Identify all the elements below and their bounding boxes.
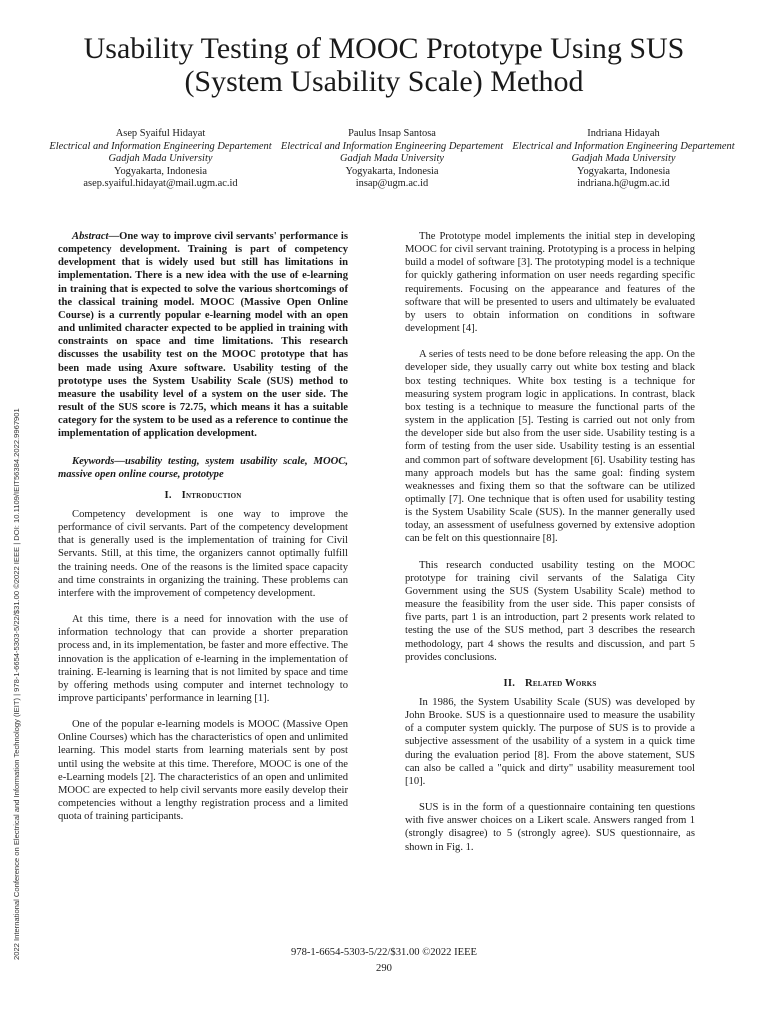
page-footer — [0, 945, 768, 977]
author-name: Indriana Hidayah — [587, 128, 660, 139]
section-heading-introduction — [58, 489, 348, 502]
abstract-body: —One way to improve civil servants' performance is competency development. Training is part of competency development that is widely used but still has limitations in implementation. There is a new idea with the use of e-learning in training that is expected to solve the various shortcomings of the classical training model. MOOC (Massive Open Online Course) is a currently popular e-learning model with an open and unlimited character expected to be applied in training with constraints on space and time limitations. This research discusses the usability test on the MOOC prototype that has been made using Axure software. Usability testing of the prototype uses the System Usability Scale (SUS) method to measure the usability level of a system on the user side. The result of the SUS score is 72.75, which means it has a suitable category for the system to be used as a reference to continue the implementation of application development. — [58, 231, 348, 440]
abstract — [58, 230, 348, 441]
author-city: Yogyakarta, Indonesia — [576, 165, 671, 177]
section-number: I. — [164, 489, 172, 501]
section-title: Related Works — [525, 677, 597, 689]
body-paragraph: This research conducted usability testing on the MOOC prototype for training civil servants of the Salatiga City Government using the SUS (System Usability Scale) method to measure the feasibility from the user side. This paper consists of five parts, part 1 is an introduction, part 2 presents work related to testing the use of the SUS method, part 3 describes the research methodology, part 4 shows the results and discussion, and part 5 provides conclusions. — [405, 559, 695, 663]
author-3 — [511, 128, 736, 191]
author-name: Asep Syaiful Hidayat — [115, 128, 206, 139]
author-1 — [48, 128, 273, 191]
author-email: indriana.h@ugm.ac.id — [577, 178, 670, 190]
body-paragraph: The Prototype model implements the initial step in developing MOOC for civil servant training. Prototyping is a process in helping build a model of software [3]. The prototyping model is a technique for quickly gathering information on user needs regarding specific requirements. Focusing on the appearance and features of the software that will be presented to users and ultimately be evaluated by users to obtain information on conditions in software development [4]. — [405, 231, 695, 335]
footer-isbn: 978-1-6654-5303-5/22/$31.00 ©2022 IEEE — [290, 947, 478, 958]
title-line-1: Usability Testing of MOOC Prototype Using SUS — [83, 32, 685, 65]
related-paragraph: SUS is in the form of a questionnaire containing ten questions with five answer choices on a Likert scale. Answers ranged from 1 (strongly disagree) to 5 (strongly agree). SUS questionnaire, as shown in Fig. 1. — [405, 802, 695, 853]
author-email: insap@ugm.ac.id — [355, 178, 429, 190]
conference-sidebar-text: 2022 International Conference on Electrical and Information Technology (IEIT) | 978-1-6654-5303-5/22/$31.00 ©2022 IEEE | DOI: 10.1109/IEIT56384.2022.9967901 — [12, 408, 21, 960]
right-column — [405, 230, 695, 867]
author-city: Yogyakarta, Indonesia — [345, 165, 439, 177]
left-column — [58, 230, 348, 836]
author-university: Gadjah Mada University — [108, 153, 213, 165]
section-heading-related-works — [405, 677, 695, 690]
author-department: Electrical and Information Engineering Departement — [512, 140, 735, 152]
author-department: Electrical and Information Engineering Departement — [49, 140, 272, 152]
author-city: Yogyakarta, Indonesia — [113, 165, 208, 177]
intro-paragraph: One of the popular e-learning models is MOOC (Massive Open Online Courses) which has the characteristics of open and unlimited learning. This model starts from learning materials sent by post until using the website at this time. Therefore, MOOC is one of the e-Learning models [2]. The characteristics of an open and unlimited MOOC are expected to help civil servants more easily develop their competencies without a lengthy registration process and a limited quota of training participants. — [58, 719, 348, 823]
author-email: asep.syaiful.hidayat@mail.ugm.ac.id — [83, 178, 238, 190]
section-title: Introduction — [181, 489, 242, 501]
author-name: Paulus Insap Santosa — [348, 128, 436, 139]
page-number: 290 — [376, 963, 392, 974]
paper-title — [40, 32, 728, 98]
author-university: Gadjah Mada University — [340, 153, 444, 165]
abstract-label: Abstract — [72, 231, 109, 242]
intro-paragraph: Competency development is one way to improve the performance of civil servants. Part of the competency development that is generally used is the implementation of training for Civil Servants. Still, at this time, the organizers cannot optimally fulfill the training needs. One of the reasons is the limited space capacity and time constraints in organizing the training. These problems can interfere with the improvement of competency development. — [58, 508, 348, 599]
author-block — [48, 128, 736, 191]
related-paragraph: In 1986, the System Usability Scale (SUS) was developed by John Brooke. SUS is a questionnaire used to measure the usability of a computer system quickly. The purpose of SUS is to provide a subjective assessment of the usability of a system in a quick time during the evaluation period [8]. From the above statement, SUS can also be called a "quick and dirty" usability measurement tool [10]. — [405, 697, 695, 787]
body-paragraph: A series of tests need to be done before releasing the app. On the developer side, they usually carry out white box testing and black box testing techniques. White box testing is a technique for measuring system program logic in applications. In contrast, black box testing is a technique to measure the functional parts of the system in the application [5]. Testing is carried out not only from the developer side but also from the user side. Usability testing is a form of testing from the user side. Usability testing is an essential and common part of software development [6]. Usability testing has many approach models but has the same goal: finding system weaknesses and fixing them so that the software can be utilized optimally [7]. One technique that is often used for usability testing is the System Usability Scale (SUS). In the manner generally used today, an assessment of usefulness governed by extensive adoption can be felt on this questionnaire [8]. — [405, 349, 695, 545]
author-university: Gadjah Mada University — [571, 153, 676, 165]
section-number: II. — [503, 677, 516, 689]
author-department: Electrical and Information Engineering Departement — [280, 140, 504, 152]
keywords: Keywords—usability testing, system usability scale, MOOC, massive open online course, prototype — [58, 455, 348, 480]
intro-paragraph: At this time, there is a need for innovation with the use of information technology that can provide a shorter preparation process and, in its implementation, be faster and more effective. The innovation is the application of e-learning in the implementation of training. E-learning is learning that is not limited by space and time by offering methods using computer and internet technology to improve participants' performance in learning [1]. — [58, 614, 348, 704]
author-2 — [280, 128, 505, 191]
title-line-2: (System Usability Scale) Method — [184, 65, 584, 98]
